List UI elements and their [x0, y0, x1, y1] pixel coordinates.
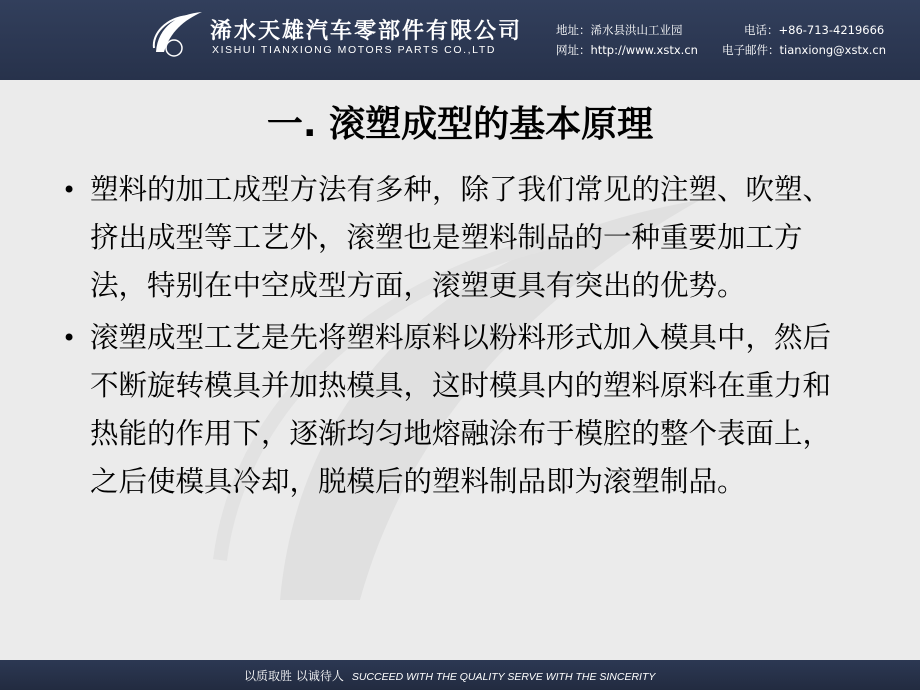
bullet-marker: •: [62, 324, 77, 352]
email-link[interactable]: 电子邮件：tianxiong@xstx.cn: [722, 43, 887, 57]
slide-title: 一. 滚塑成型的基本原理: [266, 104, 654, 145]
bullet-text: 滚塑成型工艺是先将塑料原料以粉料形式加入模具中，然后不断旋转模具并加热模具，这时模具内的塑料原料在重力和热能的作用下，逐渐均匀地熔融涂布于模腔的整个表面上，之后使模具冷却，脱模后的塑料制品即为滚塑制品。: [90, 321, 832, 498]
bullet-list: [62, 166, 852, 510]
motto-en: SUCCEED WITH THE QUALITY SERVE WITH THE SINCERITY: [351, 671, 656, 683]
company-name-cn: 浠水天雄汽车零部件有限公司: [210, 19, 523, 44]
bullet-text: 塑料的加工成型方法有多种，除了我们常见的注塑、吹塑、挤出成型等工艺外，滚塑也是塑料制品的一种重要加工方法，特别在中空成型方面，滚塑更具有突出的优势。: [90, 173, 832, 302]
list-item: [62, 314, 852, 506]
swoosh-logo-icon: [148, 8, 206, 66]
phone-text: 电话：+86-713-4219666: [744, 23, 885, 37]
motto-cn: 以质取胜 以诚待人: [244, 669, 344, 683]
footer-bar: [0, 660, 920, 690]
header-bar: [0, 0, 920, 80]
website-link[interactable]: 网址：http://www.xstx.cn: [556, 43, 698, 57]
bullet-marker: •: [62, 176, 77, 204]
footer-motto: [244, 667, 655, 684]
company-name-en: XISHUI TIANXIONG MOTORS PARTS CO.,LTD: [212, 44, 497, 56]
address-text: 地址：浠水县洪山工业园: [556, 23, 683, 37]
list-item: [62, 166, 852, 310]
